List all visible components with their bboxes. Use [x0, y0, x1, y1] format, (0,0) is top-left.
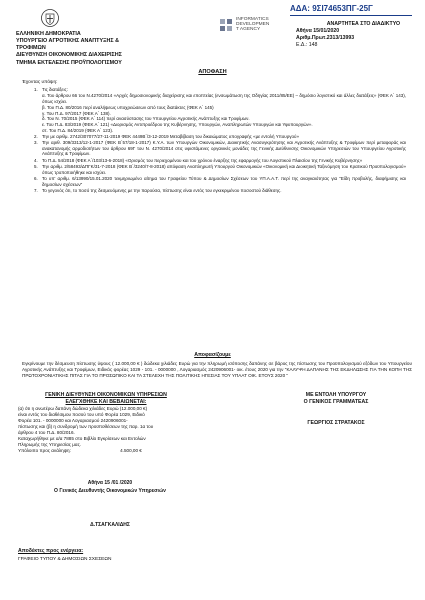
ledger-title-line: ΕΛΕΓΧΘΗΚΕ ΚΑΙ ΒΕΒΑΙΩΝΕΤΑΙ: [65, 398, 147, 405]
sub-list [34, 93, 406, 133]
item-number: 1. [34, 87, 38, 92]
signature-role: Ο Γενικός Διευθυντής Οικονομικών Υπηρεσιών [54, 487, 166, 494]
signature-name: Δ.ΤΣΑΓΚΑΛΙΔΗΣ [90, 522, 130, 528]
ledger-line: πίστωσης και (β) η συνδρομή των προϋποθέσεων της παρ. 1α του [18, 424, 154, 430]
item-text: Το γεγονός ότι, το ποσό της δεσμευόμενης με την παρούσα, πίστωσης είναι εντός του εγκεκριμένου ποσοστού διάθεσης. [42, 188, 282, 194]
approval-paragraph: Εγκρίνουμε την δέσμευση πίστωσης ύψους ( 12.000,00 € ) δώδεκα χιλιάδες Ευρώ για την πληρωμή ισόποσης δαπάνης σε βάρος της πίστωσης του Προϋπολογισμού εξόδων του Υπουργείου Αγροτικής Ανάπτυξης και Τροφίμων, Ειδικός φορέας 1029 - 101. - 0000000 , Λογαριασμός 2420906001- οικ. έτους 2020 για την "ΚΑΛΥΨΗ ΔΑΠΑΝΗΣ ΤΗΣ ΕΚΔΗΛΩΣΗΣ ΓΙΑ ΤΗΝ ΚΟΠΗ ΤΗΣ ΠΡΩΤΟΧΡΟΝΙΑΤΙΚΗΣ ΠΙΤΑΣ ΓΙΑ ΤΟ ΠΡΟΣΩΠΙΚΟ ΚΑΙ ΤΑ ΣΤΕΛΕΧΗ ΤΗΣ ΠΟΛΙΤΙΚΗΣ ΗΓΕΣΙΑΣ ΤΟΥ ΥΠΑΑΤ ΟΙΚ. ΕΤΟΥΣ 2020 " [22, 361, 412, 378]
sub-item: γ. Του Π.Δ. 97/2017 (ΦΕΚ Α΄ 138). [42, 110, 111, 116]
ledger-line: άρθρου 4 του Π.Δ. 80/2016. [18, 430, 75, 436]
sub-item: β. Του Π.Δ. 80/2016 περί αναλήψεως υποχρεώσεων από τους διατάκτες (ΦΕΚ Α΄ 145) [42, 104, 214, 110]
signature-name-right: ΓΕΩΡΓΙΟΣ ΣΤΡΑΤΑΚΟΣ [307, 420, 365, 426]
stamp-title: ΑΝΑΡΤΗΤΕΑ ΣΤΟ ΔΙΑΔΙΚΤΥΟ [326, 21, 400, 27]
item-number: 5. [34, 164, 38, 170]
ministry-header [16, 31, 206, 67]
signature-right [270, 392, 402, 406]
remaining-amount: 4.500,00 € [120, 448, 142, 454]
ledger-line: Καταχωρήθηκε με α/α 7885 στο Βιβλίο Εγκρίσεων και Εντολών [18, 436, 146, 442]
list-item [34, 134, 406, 140]
ledger-line [18, 448, 194, 454]
ledger-body [18, 406, 194, 455]
item-number: 4. [34, 157, 38, 163]
logo-line: INFORMATICS [236, 17, 269, 22]
ministry-line: ΤΡΟΦΙΜΩΝ [16, 45, 46, 52]
sub-item: α. Του άρθρου 66 του Ν.4270/2014 «Αρχές δημοσιονομικής διαχείρισης και εποπτείας (ενσωμάτωση της Οδηγίας 2011/85/ΕΕ) – δημόσιο λογιστικό και άλλες διατάξεις» (ΦΕΚ Α΄ 143), όπως ισχύει. [42, 93, 406, 105]
logo-text [236, 17, 269, 32]
ada-number: ΑΔΑ: 9ΣΙ74653ΠΓ-25Γ [290, 4, 373, 13]
ministry-line: ΤΜΗΜΑ ΕΚΤΕΛΕΣΗΣ ΠΡΟΫΠΟΛΟΓΙΣΜΟΥ [16, 59, 122, 66]
recipients-title: Αποδέκτες προς ενέργεια: [18, 548, 84, 554]
sub-item: στ. Του Π.Δ. 84/2019 (ΦΕΚ Α΄ 123). [42, 127, 114, 133]
ledger-line: (α) ότι η ανωτέρω δαπάνη δώδεκα χιλιάδες Ευρώ (12.000,00 €) [18, 406, 148, 411]
signature-left [40, 480, 180, 495]
ada-underline [290, 15, 412, 16]
ledger-title-line: ΓΕΝΙΚΗ ΔΙΕΥΘΥΝΣΗ ΟΙΚΟΝΟΜΙΚΩΝ ΥΠΗΡΕΣΙΩΝ [45, 392, 167, 398]
item-text: Την αριθμ. 2/58493/ΔΠΓΚ/31-7-2018 (ΦΕΚ Β΄/3240/7-8-2018) απόφαση Αναπληρωτή Υπουργού Οικονομικών «Οικονομική και Διοικητική Ταξινόμηση του Κρατικού Προϋπολογισμού» όπως τροποποιήθηκε και ισχύει. [42, 164, 406, 175]
item-text: Το υπ' αριθμ. 6/13990/15.01.2020 τεκμηριωμένο αίτημα του Γραφείου Τύπου & Δημοσίων Σχέσεων του ΥΠ.Α.Α.Τ. περί της αναγκαιότητας για "Είδη προβολής, διαφήμισης και δημοσίων σχέσεων" [42, 176, 406, 188]
ledger-line: Πληρωμής της Υπηρεσίας μας. [18, 442, 82, 448]
remaining-label: Υπόλοιπο προς ανάληψη: [18, 448, 71, 454]
logo-line: DEVELOPMEN [236, 22, 270, 28]
signature-role-line: Ο ΓΕΝΙΚΟΣ ΓΡΑΜΜΑΤΕΑΣ [303, 398, 369, 405]
item-number: 7. [34, 188, 38, 194]
considerations-list [34, 87, 406, 195]
considering-label: Έχοντας υπόψη: [22, 80, 58, 85]
sub-item: δ. Του Ν. 70/2015 (ΦΕΚ Α΄ 114) περί ανασύστασης του Υπουργείου Αγροτικής Ανάπτυξης και Τροφίμων. [42, 116, 250, 122]
ledger-line: Φορέα 101. - 0000000 και Λογαριασμού 2420906001- [18, 418, 128, 424]
recipients-list [18, 557, 111, 563]
item-text: Τις διατάξεις: [42, 87, 68, 92]
decision-title: ΑΠΟΦΑΣΗ [198, 69, 227, 75]
ministry-line: ΔΙΕΥΘΥΝΣΗ ΟΙΚΟΝΟΜΙΚΗΣ ΔΙΑΧΕΙΡΙΣΗΣ [16, 52, 122, 59]
list-item [34, 164, 406, 175]
item-number: 2. [34, 133, 38, 139]
stamp-ed: Ε.Δ.: 148 [296, 42, 318, 49]
item-number: 6. [34, 176, 38, 182]
list-item [34, 158, 406, 164]
ministry-line: ΕΛΛΗΝΙΚΗ ΔΗΜΟΚΡΑΤΙΑ [16, 31, 81, 37]
list-item [34, 188, 406, 194]
greek-emblem-icon [40, 8, 60, 28]
ministry-line: ΥΠΟΥΡΓΕΙΟ ΑΓΡΟΤΙΚΗΣ ΑΝΑΠΤΥΞΗΣ & [16, 38, 120, 45]
informatics-agency-logo [218, 16, 236, 36]
signature-role-line: ΜΕ ΕΝΤΟΛΗ ΥΠΟΥΡΓΟΥ [305, 392, 367, 398]
logo-line: T AGENCY [236, 27, 261, 33]
ledger-line: είναι εντός του διαθέσιμου ποσού του υπό Φορέα 1029, Ειδικό [18, 412, 145, 418]
list-item [34, 87, 406, 93]
item-text: Την με αριθμ. 2742/307077/27-11-2019 ΦΕΚ 4449Β΄/3-12-2019 Μεταβίβαση του δικαιώματος υπογραφής «με εντολή Υπουργού» [42, 133, 300, 139]
list-item [34, 176, 406, 187]
item-text: Την αριθ. 309/3313/12-1-2017 (ΦΕΚ Β΄57/18-1-2017) Κ.Υ.Α. των Υπουργών Οικονομικών, Διοικητικής Ανασυγκρότησης και Αγροτικής Ανάπτυξης & Τροφίμων περί μεταφοράς και ανακατανομής αρμοδιοτήτων του άρθρου 69Γ του Ν. 4270/2014 στις υφιστάμενες οργανικές μονάδες της Γενικής Διεύθυνσης Οικονομικών Υπηρεσιών του Υπουργείου Αγροτικής Ανάπτυξης & Τροφίμων. [42, 140, 406, 157]
item-number: 3. [34, 140, 38, 146]
recipient-item: ΓΡΑΦΕΙΟ ΤΥΠΟΥ & ΔΗΜΟΣΙΩΝ ΣΧΕΣΕΩΝ [18, 557, 112, 562]
publication-stamp [288, 21, 406, 49]
signature-date: Αθήνα 15 /01 /2020 [87, 480, 133, 486]
sub-item: ε. Του Π.Δ. 83/2019 (ΦΕΚ Α΄ 121) «Διορισμός Αντιπροέδρου της Κυβέρνησης, Υπουργών, Αναπληρωτών Υπουργών και Υφυπουργών». [42, 122, 313, 128]
item-text: Το Π.Δ. 54/2018 (ΦΕΚ Α΄/103/13-6-2018) «Ορισμός του περιεχομένου και του χρόνου έναρξης της εφαρμογής του Λογιστικού Πλαισίου της Γενικής Κυβέρνησης» [42, 157, 363, 163]
stamp-date: Αθήνα 15/01/2020 [296, 28, 340, 35]
stamp-protocol: Αριθμ.Πρωτ.2313/13993 [296, 35, 355, 42]
decision-heading: Αποφασίζουμε [194, 352, 231, 358]
ledger-title [18, 392, 194, 406]
list-item [34, 140, 406, 157]
